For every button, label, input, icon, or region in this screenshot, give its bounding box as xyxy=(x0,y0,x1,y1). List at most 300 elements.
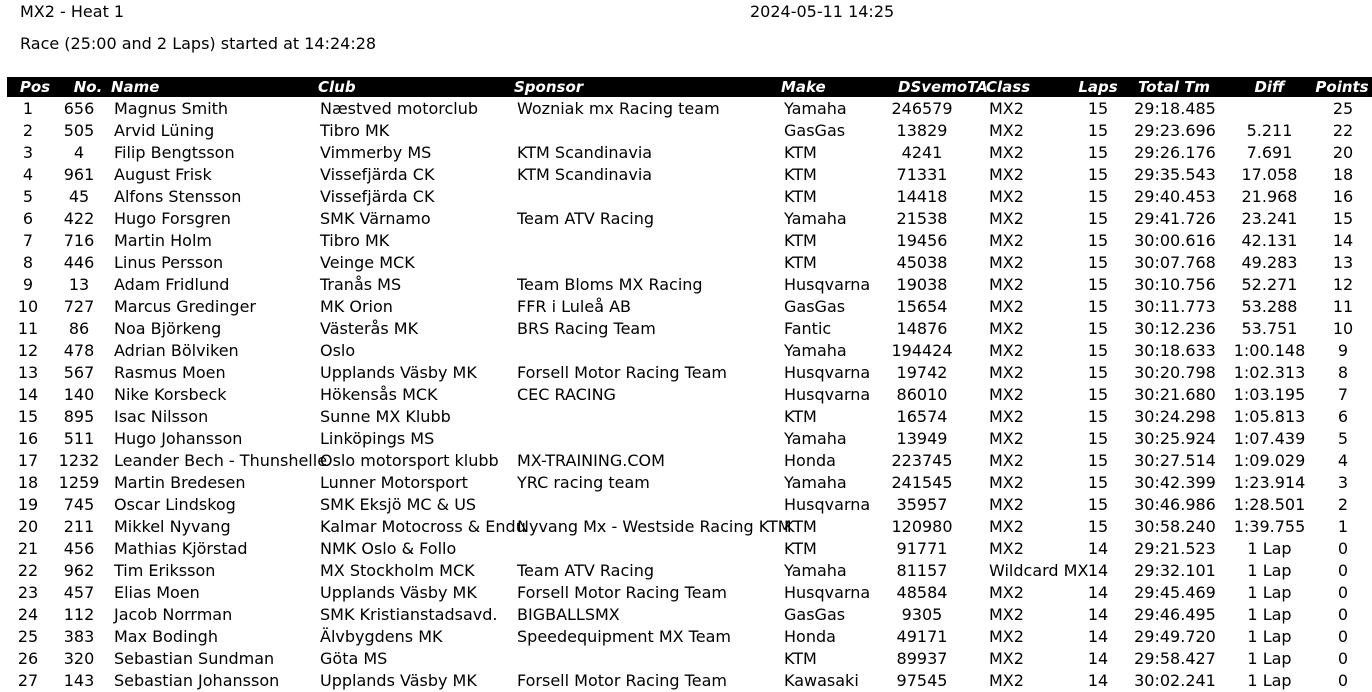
cell-total-time: 29:49.720 xyxy=(1134,627,1216,646)
cell-club: Oslo motorsport klubb xyxy=(320,451,499,470)
cell-name: August Frisk xyxy=(114,165,212,184)
report-datetime: 2024-05-11 14:25 xyxy=(750,2,895,21)
table-row xyxy=(0,670,1372,692)
cell-total-time: 30:10.756 xyxy=(1134,275,1216,294)
cell-laps: 14 xyxy=(1087,561,1109,580)
cell-class: MX2 xyxy=(989,275,1024,294)
cell-points: 0 xyxy=(1337,671,1349,690)
cell-points: 0 xyxy=(1337,649,1349,668)
cell-club: NMK Oslo & Follo xyxy=(320,539,457,558)
cell-diff: 1:02.313 xyxy=(1233,363,1306,382)
cell-diff: 53.288 xyxy=(1241,297,1298,316)
cell-make: Husqvarna xyxy=(784,583,871,602)
cell-club: Veinge MCK xyxy=(320,253,415,272)
cell-class: MX2 xyxy=(989,121,1024,140)
cell-club: SMK Värnamo xyxy=(320,209,431,228)
cell-class: Wildcard MX xyxy=(989,561,1089,580)
cell-name: Linus Persson xyxy=(114,253,224,272)
cell-dsvemota: 86010 xyxy=(896,385,948,404)
cell-number: 745 xyxy=(63,495,95,514)
cell-points: 0 xyxy=(1337,605,1349,624)
cell-number: 1232 xyxy=(58,451,100,470)
cell-points: 3 xyxy=(1337,473,1349,492)
cell-pos: 3 xyxy=(22,143,34,162)
cell-diff: 1 Lap xyxy=(1247,561,1292,580)
cell-total-time: 30:07.768 xyxy=(1134,253,1216,272)
cell-total-time: 29:45.469 xyxy=(1134,583,1216,602)
table-row xyxy=(0,648,1372,670)
cell-laps: 14 xyxy=(1087,671,1109,690)
cell-club: Kalmar Motocross & Endu xyxy=(320,517,526,536)
table-row xyxy=(0,296,1372,318)
cell-pos: 22 xyxy=(17,561,39,580)
cell-name: Sebastian Sundman xyxy=(114,649,275,668)
cell-number: 86 xyxy=(68,319,90,338)
cell-points: 25 xyxy=(1332,99,1354,118)
cell-points: 0 xyxy=(1337,627,1349,646)
cell-diff: 1 Lap xyxy=(1247,671,1292,690)
cell-total-time: 29:46.495 xyxy=(1134,605,1216,624)
cell-dsvemota: 19742 xyxy=(896,363,948,382)
cell-number: 961 xyxy=(63,165,95,184)
cell-diff: 1:23.914 xyxy=(1233,473,1306,492)
cell-class: MX2 xyxy=(989,253,1024,272)
column-header-diff: Diff xyxy=(1254,78,1285,96)
cell-diff: 1:03.195 xyxy=(1233,385,1306,404)
table-row xyxy=(0,406,1372,428)
cell-make: KTM xyxy=(784,539,817,558)
cell-laps: 15 xyxy=(1087,319,1109,338)
cell-name: Filip Bengtsson xyxy=(114,143,235,162)
cell-dsvemota: 91771 xyxy=(896,539,948,558)
cell-diff: 53.751 xyxy=(1241,319,1298,338)
cell-total-time: 30:46.986 xyxy=(1134,495,1216,514)
cell-total-time: 30:24.298 xyxy=(1134,407,1216,426)
cell-pos: 5 xyxy=(22,187,34,206)
cell-number: 45 xyxy=(68,187,90,206)
cell-pos: 4 xyxy=(22,165,34,184)
table-row xyxy=(0,164,1372,186)
cell-total-time: 29:32.101 xyxy=(1134,561,1216,580)
cell-make: Honda xyxy=(784,451,836,470)
cell-laps: 15 xyxy=(1087,165,1109,184)
table-row xyxy=(0,318,1372,340)
cell-club: Vissefjärda CK xyxy=(320,187,435,206)
cell-number: 13 xyxy=(68,275,90,294)
cell-number: 457 xyxy=(63,583,95,602)
cell-laps: 15 xyxy=(1087,231,1109,250)
cell-sponsor: Nyvang Mx - Westside Racing KTM xyxy=(517,517,792,536)
cell-diff: 1:00.148 xyxy=(1233,341,1306,360)
cell-number: 446 xyxy=(63,253,95,272)
cell-pos: 15 xyxy=(17,407,39,426)
cell-make: GasGas xyxy=(784,605,846,624)
cell-diff: 1:28.501 xyxy=(1233,495,1306,514)
cell-pos: 18 xyxy=(17,473,39,492)
cell-make: Yamaha xyxy=(784,209,847,228)
table-row xyxy=(0,494,1372,516)
cell-sponsor: Speedequipment MX Team xyxy=(517,627,731,646)
cell-pos: 17 xyxy=(17,451,39,470)
cell-number: 422 xyxy=(63,209,95,228)
cell-number: 478 xyxy=(63,341,95,360)
cell-laps: 14 xyxy=(1087,627,1109,646)
cell-total-time: 29:41.726 xyxy=(1134,209,1216,228)
cell-name: Sebastian Johansson xyxy=(114,671,280,690)
cell-number: 1259 xyxy=(58,473,100,492)
table-row xyxy=(0,582,1372,604)
cell-make: KTM xyxy=(784,253,817,272)
table-row xyxy=(0,362,1372,384)
cell-points: 0 xyxy=(1337,561,1349,580)
cell-number: 143 xyxy=(63,671,95,690)
cell-name: Nike Korsbeck xyxy=(114,385,227,404)
column-header-class: Class xyxy=(986,78,1031,96)
table-row xyxy=(0,274,1372,296)
cell-club: Älvbygdens MK xyxy=(320,627,443,646)
cell-class: MX2 xyxy=(989,671,1024,690)
cell-pos: 16 xyxy=(17,429,39,448)
table-row xyxy=(0,560,1372,582)
cell-name: Max Bodingh xyxy=(114,627,218,646)
cell-dsvemota: 13949 xyxy=(896,429,948,448)
cell-name: Jacob Norrman xyxy=(114,605,233,624)
cell-class: MX2 xyxy=(989,539,1024,558)
cell-class: MX2 xyxy=(989,517,1024,536)
cell-make: KTM xyxy=(784,649,817,668)
cell-make: KTM xyxy=(784,187,817,206)
cell-laps: 15 xyxy=(1087,451,1109,470)
cell-dsvemota: 14418 xyxy=(896,187,948,206)
cell-diff: 1 Lap xyxy=(1247,605,1292,624)
cell-dsvemota: 21538 xyxy=(896,209,948,228)
cell-club: Tranås MS xyxy=(320,275,402,294)
cell-class: MX2 xyxy=(989,649,1024,668)
cell-diff: 21.968 xyxy=(1241,187,1298,206)
cell-make: KTM xyxy=(784,407,817,426)
cell-diff: 1:05.813 xyxy=(1233,407,1306,426)
cell-points: 11 xyxy=(1332,297,1354,316)
cell-dsvemota: 71331 xyxy=(896,165,948,184)
cell-number: 4 xyxy=(73,143,85,162)
cell-pos: 20 xyxy=(17,517,39,536)
cell-sponsor: Forsell Motor Racing Team xyxy=(517,671,727,690)
cell-pos: 27 xyxy=(17,671,39,690)
cell-sponsor: Wozniak mx Racing team xyxy=(517,99,720,118)
cell-total-time: 29:58.427 xyxy=(1134,649,1216,668)
cell-laps: 14 xyxy=(1087,649,1109,668)
cell-name: Hugo Johansson xyxy=(114,429,243,448)
cell-total-time: 30:21.680 xyxy=(1134,385,1216,404)
cell-dsvemota: 89937 xyxy=(896,649,948,668)
cell-class: MX2 xyxy=(989,583,1024,602)
cell-number: 727 xyxy=(63,297,95,316)
cell-club: Vimmerby MS xyxy=(320,143,432,162)
table-row xyxy=(0,384,1372,406)
cell-diff: 42.131 xyxy=(1241,231,1298,250)
cell-dsvemota: 241545 xyxy=(891,473,953,492)
cell-points: 12 xyxy=(1332,275,1354,294)
cell-points: 6 xyxy=(1337,407,1349,426)
cell-points: 0 xyxy=(1337,583,1349,602)
cell-name: Mathias Kjörstad xyxy=(114,539,248,558)
cell-sponsor: Forsell Motor Racing Team xyxy=(517,583,727,602)
cell-dsvemota: 49171 xyxy=(896,627,948,646)
cell-points: 4 xyxy=(1337,451,1349,470)
cell-sponsor: BIGBALLSMX xyxy=(517,605,620,624)
column-header-name: Name xyxy=(111,78,160,96)
cell-club: Lunner Motorsport xyxy=(320,473,468,492)
cell-diff: 1 Lap xyxy=(1247,539,1292,558)
cell-make: Husqvarna xyxy=(784,363,871,382)
cell-number: 505 xyxy=(63,121,95,140)
cell-class: MX2 xyxy=(989,495,1024,514)
cell-diff: 1 Lap xyxy=(1247,627,1292,646)
cell-dsvemota: 246579 xyxy=(891,99,953,118)
cell-class: MX2 xyxy=(989,605,1024,624)
cell-pos: 8 xyxy=(22,253,34,272)
cell-laps: 15 xyxy=(1087,143,1109,162)
cell-name: Oscar Lindskog xyxy=(114,495,236,514)
cell-dsvemota: 35957 xyxy=(896,495,948,514)
cell-laps: 14 xyxy=(1087,539,1109,558)
cell-sponsor: BRS Racing Team xyxy=(517,319,656,338)
cell-make: Husqvarna xyxy=(784,385,871,404)
cell-club: Næstved motorclub xyxy=(320,99,479,118)
column-header-total-time: Total Tm xyxy=(1137,78,1211,96)
cell-sponsor: Team ATV Racing xyxy=(517,561,654,580)
cell-total-time: 29:23.696 xyxy=(1134,121,1216,140)
cell-sponsor: MX-TRAINING.COM xyxy=(517,451,665,470)
cell-diff: 17.058 xyxy=(1241,165,1298,184)
cell-points: 1 xyxy=(1337,517,1349,536)
cell-sponsor: CEC RACING xyxy=(517,385,616,404)
cell-dsvemota: 45038 xyxy=(896,253,948,272)
cell-dsvemota: 81157 xyxy=(896,561,948,580)
cell-club: Göta MS xyxy=(320,649,388,668)
cell-dsvemota: 97545 xyxy=(896,671,948,690)
cell-class: MX2 xyxy=(989,473,1024,492)
cell-dsvemota: 19038 xyxy=(896,275,948,294)
cell-points: 5 xyxy=(1337,429,1349,448)
cell-pos: 2 xyxy=(22,121,34,140)
cell-make: KTM xyxy=(784,143,817,162)
cell-laps: 15 xyxy=(1087,99,1109,118)
cell-number: 211 xyxy=(63,517,95,536)
cell-pos: 10 xyxy=(17,297,39,316)
cell-pos: 19 xyxy=(17,495,39,514)
cell-laps: 15 xyxy=(1087,385,1109,404)
cell-points: 7 xyxy=(1337,385,1349,404)
cell-make: Kawasaki xyxy=(784,671,859,690)
cell-class: MX2 xyxy=(989,407,1024,426)
cell-class: MX2 xyxy=(989,187,1024,206)
table-row xyxy=(0,230,1372,252)
cell-diff: 49.283 xyxy=(1241,253,1298,272)
cell-total-time: 29:26.176 xyxy=(1134,143,1216,162)
table-row xyxy=(0,450,1372,472)
cell-points: 15 xyxy=(1332,209,1354,228)
cell-class: MX2 xyxy=(989,341,1024,360)
cell-make: Fantic xyxy=(784,319,832,338)
column-header-club: Club xyxy=(318,78,356,96)
cell-sponsor: Team Bloms MX Racing xyxy=(517,275,703,294)
cell-pos: 11 xyxy=(17,319,39,338)
cell-club: Västerås MK xyxy=(320,319,419,338)
cell-diff: 1:39.755 xyxy=(1233,517,1306,536)
cell-name: Leander Bech - Thunshelle xyxy=(114,451,328,470)
cell-club: Hökensås MCK xyxy=(320,385,438,404)
cell-club: SMK Eksjö MC & US xyxy=(320,495,477,514)
column-header-no: No. xyxy=(73,78,103,96)
cell-class: MX2 xyxy=(989,143,1024,162)
cell-total-time: 30:42.399 xyxy=(1134,473,1216,492)
cell-number: 456 xyxy=(63,539,95,558)
cell-laps: 14 xyxy=(1087,605,1109,624)
cell-dsvemota: 223745 xyxy=(891,451,953,470)
cell-total-time: 30:27.514 xyxy=(1134,451,1216,470)
cell-name: Magnus Smith xyxy=(114,99,229,118)
cell-laps: 15 xyxy=(1087,473,1109,492)
cell-total-time: 30:00.616 xyxy=(1134,231,1216,250)
cell-pos: 21 xyxy=(17,539,39,558)
cell-laps: 15 xyxy=(1087,517,1109,536)
cell-number: 112 xyxy=(63,605,95,624)
cell-total-time: 29:18.485 xyxy=(1134,99,1216,118)
cell-club: Oslo xyxy=(320,341,356,360)
cell-pos: 24 xyxy=(17,605,39,624)
cell-number: 567 xyxy=(63,363,95,382)
cell-total-time: 30:25.924 xyxy=(1134,429,1216,448)
cell-make: GasGas xyxy=(784,121,846,140)
report-title: MX2 - Heat 1 xyxy=(20,2,125,21)
cell-number: 511 xyxy=(63,429,95,448)
cell-points: 2 xyxy=(1337,495,1349,514)
cell-pos: 23 xyxy=(17,583,39,602)
cell-club: Upplands Väsby MK xyxy=(320,363,477,382)
cell-club: MX Stockholm MCK xyxy=(320,561,475,580)
cell-club: Upplands Väsby MK xyxy=(320,671,477,690)
cell-club: Tibro MK xyxy=(320,121,390,140)
column-header-pos: Pos xyxy=(19,78,51,96)
cell-name: Arvid Lüning xyxy=(114,121,215,140)
cell-diff: 23.241 xyxy=(1241,209,1298,228)
table-row xyxy=(0,516,1372,538)
cell-class: MX2 xyxy=(989,451,1024,470)
cell-name: Marcus Gredinger xyxy=(114,297,256,316)
cell-total-time: 30:58.240 xyxy=(1134,517,1216,536)
cell-make: KTM xyxy=(784,231,817,250)
cell-dsvemota: 14876 xyxy=(896,319,948,338)
cell-make: Husqvarna xyxy=(784,275,871,294)
cell-sponsor: FFR i Luleå AB xyxy=(517,297,632,316)
cell-class: MX2 xyxy=(989,99,1024,118)
cell-dsvemota: 4241 xyxy=(901,143,943,162)
cell-laps: 15 xyxy=(1087,121,1109,140)
cell-laps: 15 xyxy=(1087,209,1109,228)
cell-number: 895 xyxy=(63,407,95,426)
table-row xyxy=(0,120,1372,142)
cell-pos: 9 xyxy=(22,275,34,294)
column-header-points: Points xyxy=(1315,78,1369,96)
cell-name: Adrian Bölviken xyxy=(114,341,239,360)
table-row xyxy=(0,626,1372,648)
cell-dsvemota: 19456 xyxy=(896,231,948,250)
cell-points: 13 xyxy=(1332,253,1354,272)
cell-points: 10 xyxy=(1332,319,1354,338)
cell-dsvemota: 48584 xyxy=(896,583,948,602)
column-header-make: Make xyxy=(781,78,826,96)
cell-pos: 26 xyxy=(17,649,39,668)
cell-pos: 14 xyxy=(17,385,39,404)
cell-total-time: 29:35.543 xyxy=(1134,165,1216,184)
column-header-sponsor: Sponsor xyxy=(514,78,584,96)
table-row xyxy=(0,340,1372,362)
cell-points: 8 xyxy=(1337,363,1349,382)
cell-laps: 15 xyxy=(1087,297,1109,316)
cell-make: Yamaha xyxy=(784,561,847,580)
cell-name: Martin Bredesen xyxy=(114,473,246,492)
cell-laps: 15 xyxy=(1087,363,1109,382)
cell-laps: 15 xyxy=(1087,275,1109,294)
cell-make: KTM xyxy=(784,165,817,184)
cell-diff: 52.271 xyxy=(1241,275,1298,294)
cell-laps: 14 xyxy=(1087,583,1109,602)
table-row xyxy=(0,186,1372,208)
cell-make: Yamaha xyxy=(784,99,847,118)
cell-club: SMK Kristianstadsavd. xyxy=(320,605,498,624)
cell-name: Isac Nilsson xyxy=(114,407,209,426)
cell-laps: 15 xyxy=(1087,495,1109,514)
cell-number: 716 xyxy=(63,231,95,250)
cell-club: Vissefjärda CK xyxy=(320,165,435,184)
cell-name: Rasmus Moen xyxy=(114,363,226,382)
cell-name: Noa Björkeng xyxy=(114,319,222,338)
cell-class: MX2 xyxy=(989,627,1024,646)
cell-name: Adam Fridlund xyxy=(114,275,230,294)
cell-class: MX2 xyxy=(989,209,1024,228)
cell-class: MX2 xyxy=(989,319,1024,338)
cell-dsvemota: 16574 xyxy=(896,407,948,426)
cell-number: 320 xyxy=(63,649,95,668)
cell-pos: 1 xyxy=(22,99,34,118)
cell-make: KTM xyxy=(784,517,817,536)
cell-pos: 12 xyxy=(17,341,39,360)
cell-laps: 15 xyxy=(1087,187,1109,206)
table-row xyxy=(0,538,1372,560)
cell-points: 14 xyxy=(1332,231,1354,250)
cell-club: Tibro MK xyxy=(320,231,390,250)
table-row xyxy=(0,208,1372,230)
cell-class: MX2 xyxy=(989,363,1024,382)
table-row xyxy=(0,98,1372,120)
cell-number: 962 xyxy=(63,561,95,580)
cell-class: MX2 xyxy=(989,429,1024,448)
cell-name: Mikkel Nyvang xyxy=(114,517,231,536)
cell-pos: 6 xyxy=(22,209,34,228)
cell-diff: 1 Lap xyxy=(1247,649,1292,668)
cell-club: MK Orion xyxy=(320,297,393,316)
cell-total-time: 30:18.633 xyxy=(1134,341,1216,360)
cell-total-time: 30:02.241 xyxy=(1134,671,1216,690)
cell-dsvemota: 194424 xyxy=(891,341,953,360)
cell-total-time: 30:11.773 xyxy=(1134,297,1216,316)
cell-make: Yamaha xyxy=(784,341,847,360)
cell-number: 656 xyxy=(63,99,95,118)
cell-points: 18 xyxy=(1332,165,1354,184)
cell-diff: 1 Lap xyxy=(1247,583,1292,602)
cell-total-time: 30:12.236 xyxy=(1134,319,1216,338)
